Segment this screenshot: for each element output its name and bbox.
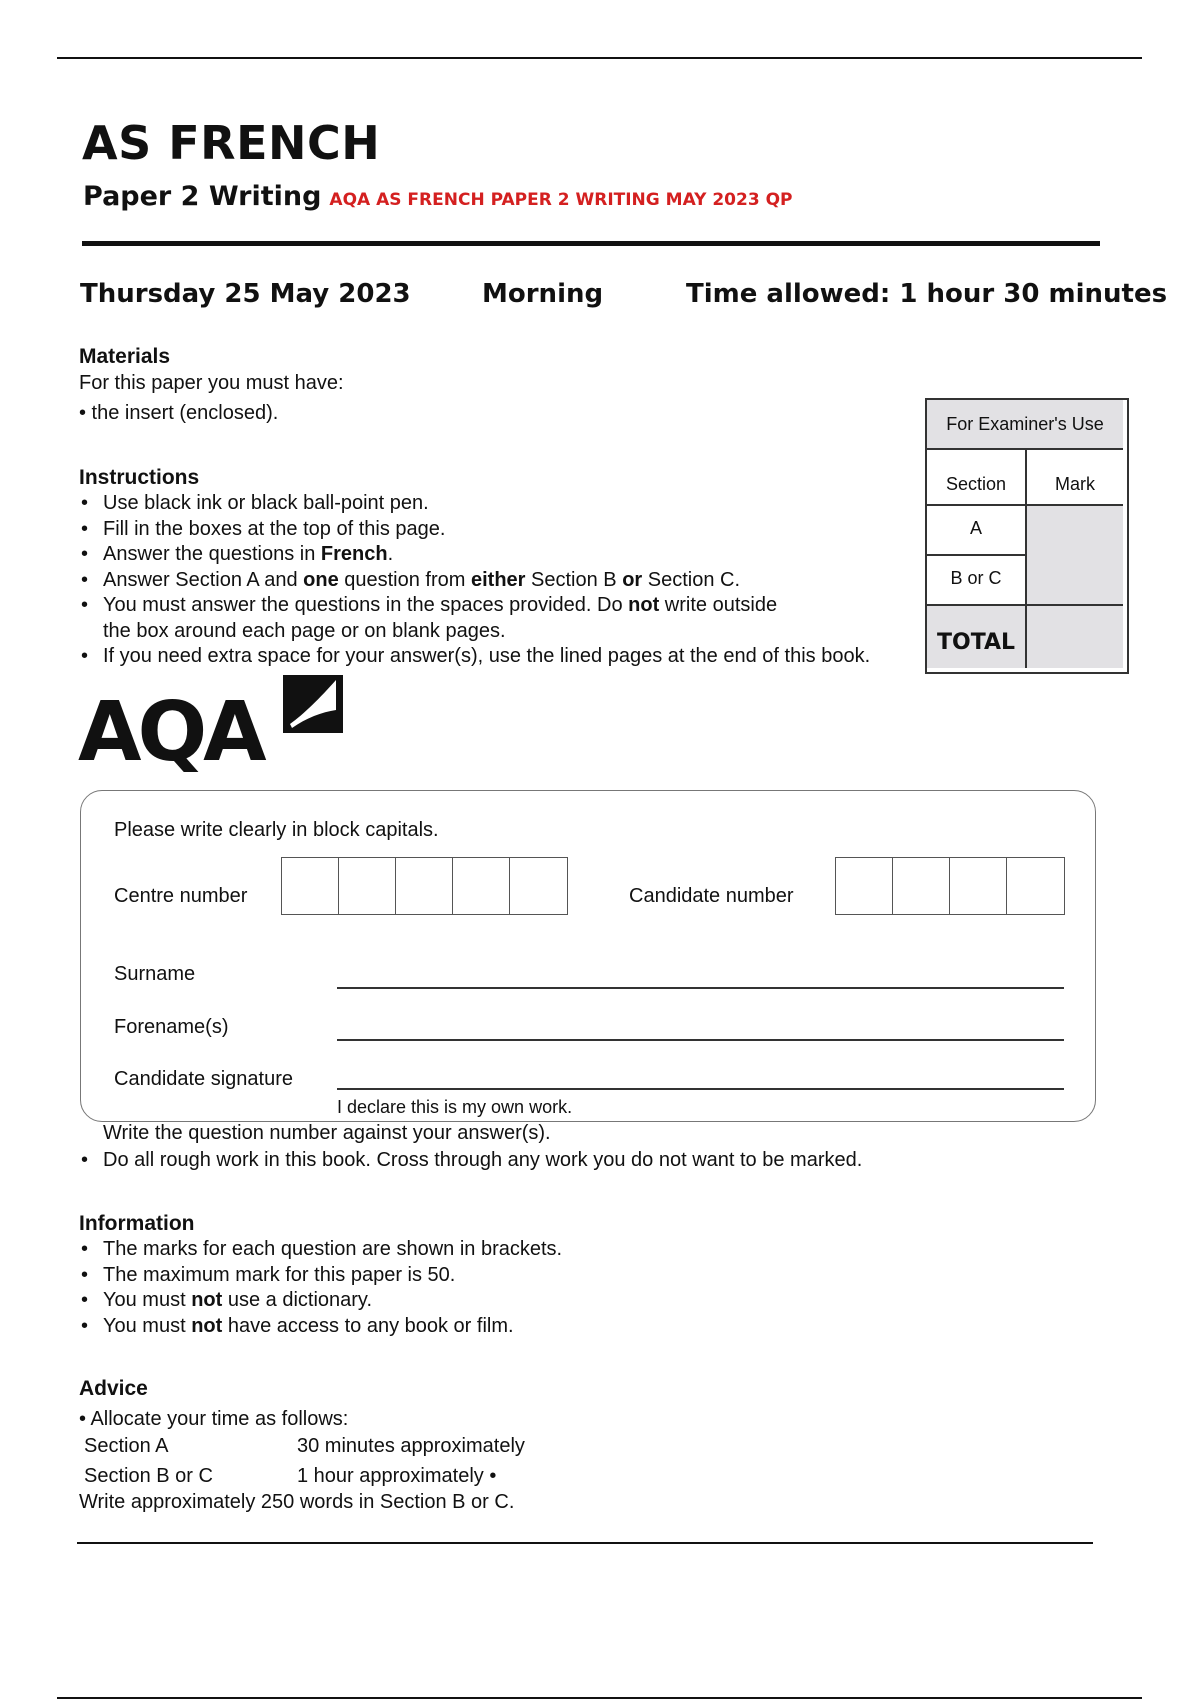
aqa-logo-mark xyxy=(283,675,343,733)
information-item xyxy=(79,1237,562,1263)
instruction-item-continuation: the box around each page or on blank pages. xyxy=(103,619,506,642)
information-item-text: The maximum mark for this paper is 50. xyxy=(103,1263,456,1286)
bottom-rule xyxy=(57,1697,1142,1699)
block-capitals-prompt: Please write clearly in block capitals. xyxy=(114,819,439,841)
examiner-mark-b-cell xyxy=(1027,556,1123,606)
instruction-item-text: French xyxy=(320,543,388,565)
advice-row-section-a: Section A xyxy=(84,1435,169,1457)
information-item-text: have access to any book or film. xyxy=(222,1314,514,1337)
advice-heading: Advice xyxy=(79,1377,148,1400)
candidate-digit-box[interactable] xyxy=(950,858,1007,914)
instruction-item-text: one xyxy=(303,568,339,591)
instruction-item xyxy=(79,644,870,670)
instruction-item-text: or xyxy=(622,568,643,591)
information-item-text: You must xyxy=(103,1289,192,1311)
surname-field[interactable] xyxy=(337,987,1064,989)
time-allowed: Time allowed: 1 hour 30 minutes xyxy=(686,279,1168,309)
instruction-item-text: write outside xyxy=(659,594,778,616)
instruction-item xyxy=(79,1148,862,1174)
candidate-details-form xyxy=(80,790,1096,1122)
examiner-col-mark: Mark xyxy=(1027,450,1123,506)
instruction-item-text: question from xyxy=(338,568,471,591)
declaration-text: I declare this is my own work. xyxy=(337,1097,573,1117)
information-item xyxy=(79,1288,562,1314)
centre-number-label: Centre number xyxy=(114,885,248,907)
instruction-item-text: You must answer the questions in the spaces provided. Do xyxy=(103,594,629,616)
candidate-digit-box[interactable] xyxy=(1007,858,1064,914)
aqa-logo xyxy=(78,672,348,772)
aqa-logo-text: AQA xyxy=(78,685,263,772)
instruction-item xyxy=(79,491,870,517)
examiner-col-section: Section xyxy=(927,450,1027,506)
instruction-item-text: Section B xyxy=(525,568,623,591)
exam-session: Morning xyxy=(482,279,604,309)
candidate-number-boxes[interactable] xyxy=(835,857,1065,915)
signature-field[interactable] xyxy=(337,1088,1064,1090)
overlay-label: AQA AS FRENCH PAPER 2 WRITING MAY 2023 QP xyxy=(329,190,793,210)
surname-label: Surname xyxy=(114,963,196,985)
instructions-after-list xyxy=(79,1148,862,1174)
instruction-item-text: Answer Section A and xyxy=(103,568,304,591)
centre-digit-box[interactable] xyxy=(510,858,567,914)
information-item xyxy=(79,1263,562,1289)
instruction-item-text: . xyxy=(387,543,394,565)
instruction-item-text: either xyxy=(471,568,526,591)
materials-heading: Materials xyxy=(79,345,171,368)
footer-rule xyxy=(77,1542,1093,1544)
candidate-number-label: Candidate number xyxy=(629,885,794,907)
advice-row-section-bc: Section B or C xyxy=(84,1465,213,1487)
examiner-total-cell xyxy=(1027,606,1123,668)
examiner-total-label: TOTAL xyxy=(927,606,1027,668)
instruction-item xyxy=(79,568,870,594)
examiner-row-b-or-c: B or C xyxy=(927,556,1027,606)
information-heading: Information xyxy=(79,1212,195,1235)
candidate-digit-box[interactable] xyxy=(893,858,950,914)
materials-item: • the insert (enclosed). xyxy=(79,402,279,424)
paper-subtitle xyxy=(83,181,792,212)
information-item xyxy=(79,1314,562,1340)
examiner-use-table xyxy=(925,398,1129,674)
paper-label: Paper 2 Writing xyxy=(83,181,322,212)
exam-date: Thursday 25 May 2023 xyxy=(80,279,411,309)
page-title: AS FRENCH xyxy=(82,116,381,170)
information-item-text: The marks for each question are shown in brackets. xyxy=(103,1238,563,1260)
advice-final: Write approximately 250 words in Section B or C. xyxy=(79,1491,515,1513)
examiner-row-a: A xyxy=(927,506,1027,556)
information-item-text: use a dictionary. xyxy=(222,1289,373,1311)
candidate-digit-box[interactable] xyxy=(836,858,893,914)
information-list xyxy=(79,1237,562,1339)
information-item-text: not xyxy=(191,1314,223,1337)
instruction-item xyxy=(79,517,870,543)
instruction-item-text: If you need extra space for your answer(s), use the lined pages at the end of this book. xyxy=(103,645,871,667)
signature-label: Candidate signature xyxy=(114,1068,294,1090)
instructions-heading: Instructions xyxy=(79,466,200,489)
instruction-item-text: Answer the questions in xyxy=(103,543,321,565)
instruction-item-text: Fill in the boxes at the top of this page. xyxy=(103,517,446,540)
examiner-table-heading: For Examiner's Use xyxy=(927,400,1123,450)
instruction-item xyxy=(79,593,870,644)
advice-intro: • Allocate your time as follows: xyxy=(79,1408,349,1430)
centre-number-boxes[interactable] xyxy=(281,857,568,915)
forename-field[interactable] xyxy=(337,1039,1064,1041)
information-item-text: You must xyxy=(103,1314,192,1337)
instruction-item-text: Do all rough work in this book. Cross through any work you do not want to be marked. xyxy=(103,1149,863,1171)
information-item-text: not xyxy=(191,1289,223,1311)
centre-digit-box[interactable] xyxy=(282,858,339,914)
forename-label: Forename(s) xyxy=(114,1016,229,1038)
centre-digit-box[interactable] xyxy=(453,858,510,914)
instructions-list xyxy=(79,491,870,670)
instruction-item-text: not xyxy=(628,594,660,616)
centre-digit-box[interactable] xyxy=(339,858,396,914)
examiner-mark-a-cell xyxy=(1027,506,1123,556)
centre-digit-box[interactable] xyxy=(396,858,453,914)
header-rule xyxy=(82,241,1100,246)
top-rule xyxy=(57,57,1142,59)
instruction-item xyxy=(79,542,870,568)
instruction-item-text: Use black ink or black ball-point pen. xyxy=(103,492,429,514)
materials-intro: For this paper you must have: xyxy=(79,372,344,394)
instruction-write-question-number: Write the question number against your answer(s). xyxy=(103,1122,551,1144)
advice-row-section-bc-time: 1 hour approximately • xyxy=(297,1465,497,1487)
instruction-item-text: Section C. xyxy=(642,568,741,591)
advice-row-section-a-time: 30 minutes approximately xyxy=(297,1435,525,1457)
